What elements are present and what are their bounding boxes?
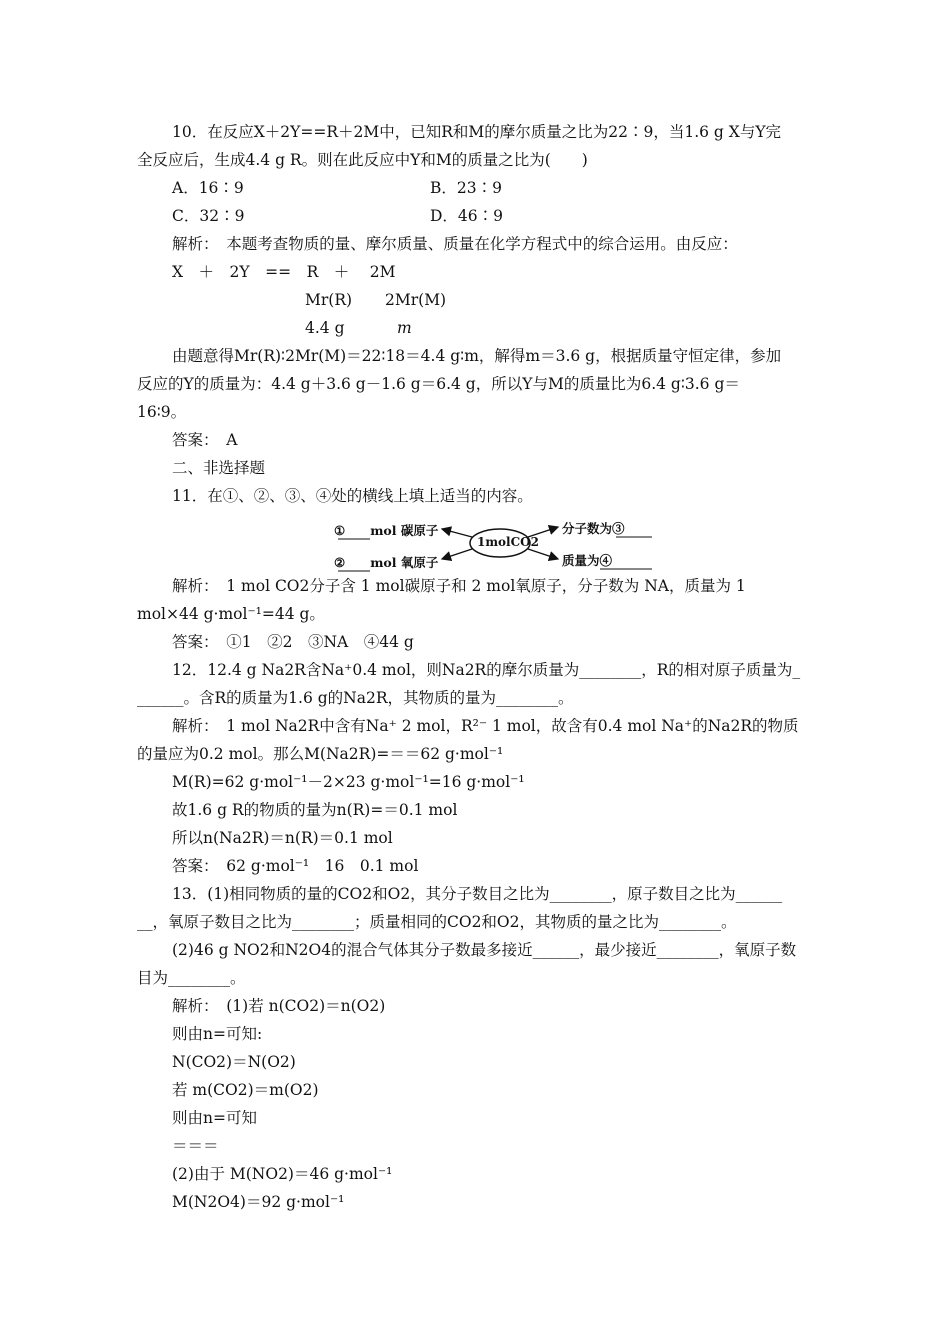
diagram-molecule-count-label: 分子数为③ bbox=[562, 521, 625, 536]
q12-analysis-line4: 故1.6 g R的物质的量为n(R)=＝0.1 mol bbox=[172, 801, 458, 819]
q10-mr-m: 2Mr(M) bbox=[385, 291, 447, 309]
section-heading: 二、非选择题 bbox=[172, 459, 266, 477]
q12-answer: 答案： 62 g·mol⁻¹ 16 0.1 mol bbox=[172, 857, 419, 875]
q13-analysis-line8: M(N2O4)＝92 g·mol⁻¹ bbox=[172, 1193, 345, 1211]
q12-stem-line2: ______。含R的质量为1.6 g的Na2R，其物质的量为________。 bbox=[137, 689, 574, 707]
diagram-oxygen-atoms-label: ② mol 氧原子 bbox=[334, 555, 439, 570]
q11-answer: 答案： ①1 ②2 ③NA ④44 g bbox=[172, 633, 414, 651]
q11-stem: 11．在①、②、③、④处的横线上填上适当的内容。 bbox=[172, 487, 533, 505]
q10-analysis: 解析： 本题考查物质的量、摩尔质量、质量在化学方程式中的综合运用。由反应： bbox=[172, 235, 738, 253]
q13-stem-line4: 目为________。 bbox=[137, 969, 246, 987]
q13-analysis-line6: ＝＝＝ bbox=[172, 1137, 219, 1155]
q10-mass-r: 4.4 g bbox=[305, 319, 345, 337]
q10-stem-line1: 10．在反应X＋2Y==R＋2M中，已知R和M的摩尔质量之比为22∶9，当1.6 g X与Y完 bbox=[172, 123, 782, 141]
q13-analysis-line1: 解析： (1)若 n(CO2)＝n(O2) bbox=[172, 997, 386, 1015]
q11-concept-diagram bbox=[330, 517, 660, 577]
q13-analysis-line7: (2)由于 M(NO2)＝46 g·mol⁻¹ bbox=[172, 1165, 393, 1183]
q10-answer: 答案： A bbox=[172, 431, 238, 449]
q13-stem-line3: (2)46 g NO2和N2O4的混合气体其分子数最多接近______，最少接近________，氧原子数 bbox=[172, 941, 797, 959]
q11-analysis-line2: mol×44 g·mol⁻¹=44 g。 bbox=[137, 605, 325, 623]
q10-option-a: A．16∶9 bbox=[172, 179, 244, 197]
q10-stem-line2: 全反应后，生成4.4 g R。则在此反应中Y和M的质量之比为( ) bbox=[137, 151, 588, 169]
diagram-mass-label: 质量为④ bbox=[562, 553, 613, 568]
q12-analysis-line3: M(R)=62 g·mol⁻¹－2×23 g·mol⁻¹=16 g·mol⁻¹ bbox=[172, 773, 525, 791]
q11-analysis-line1: 解析： 1 mol CO2分子含 1 mol碳原子和 2 mol氧原子，分子数为 NA，质量为 1 bbox=[172, 577, 746, 595]
q12-analysis-line5: 所以n(Na2R)＝n(R)＝0.1 mol bbox=[172, 829, 393, 847]
q10-option-b: B．23∶9 bbox=[430, 179, 502, 197]
q10-option-c: C．32∶9 bbox=[172, 207, 245, 225]
q10-calc-line3: 16∶9。 bbox=[137, 403, 187, 421]
q13-stem-line1: 13．(1)相同物质的量的CO2和O2，其分子数目之比为________，原子数目之比为______ bbox=[172, 885, 783, 903]
q10-calc-line2: 反应的Y的质量为：4.4 g＋3.6 g－1.6 g＝6.4 g，所以Y与M的质量比为6.4 g∶3.6 g＝ bbox=[137, 375, 740, 393]
q12-analysis-line1: 解析： 1 mol Na2R中含有Na⁺ 2 mol，R²⁻ 1 mol，故含有0.4 mol Na⁺的Na2R的物质 bbox=[172, 717, 799, 735]
q13-analysis-line2: 则由n=可知: bbox=[172, 1025, 263, 1043]
q13-analysis-line5: 则由n=可知 bbox=[172, 1109, 257, 1127]
diagram-carbon-atoms-label: ① mol 碳原子 bbox=[334, 523, 439, 538]
q10-equation: X ＋ 2Y == R ＋ 2M bbox=[172, 263, 396, 281]
q12-analysis-line2: 的量应为0.2 mol。那么M(Na2R)=＝＝62 g·mol⁻¹ bbox=[137, 745, 504, 763]
q13-analysis-line3: N(CO2)＝N(O2) bbox=[172, 1053, 296, 1071]
q10-calc-line1: 由题意得Mr(R)∶2Mr(M)＝22∶18＝4.4 g∶m，解得m＝3.6 g，根据质量守恒定律，参加 bbox=[172, 347, 782, 365]
q13-stem-line2: __，氧原子数目之比为________；质量相同的CO2和O2，其物质的量之比为________。 bbox=[137, 913, 737, 931]
q10-mr-r: Mr(R) bbox=[305, 291, 353, 309]
q10-option-d: D．46∶9 bbox=[430, 207, 504, 225]
diagram-center-label: 1molCO2 bbox=[477, 535, 539, 549]
q13-analysis-line4: 若 m(CO2)＝m(O2) bbox=[172, 1081, 319, 1099]
q10-mass-m: m bbox=[397, 319, 412, 337]
q12-stem-line1: 12．12.4 g Na2R含Na⁺0.4 mol，则Na2R的摩尔质量为________，R的相对原子质量为_ bbox=[172, 661, 801, 679]
